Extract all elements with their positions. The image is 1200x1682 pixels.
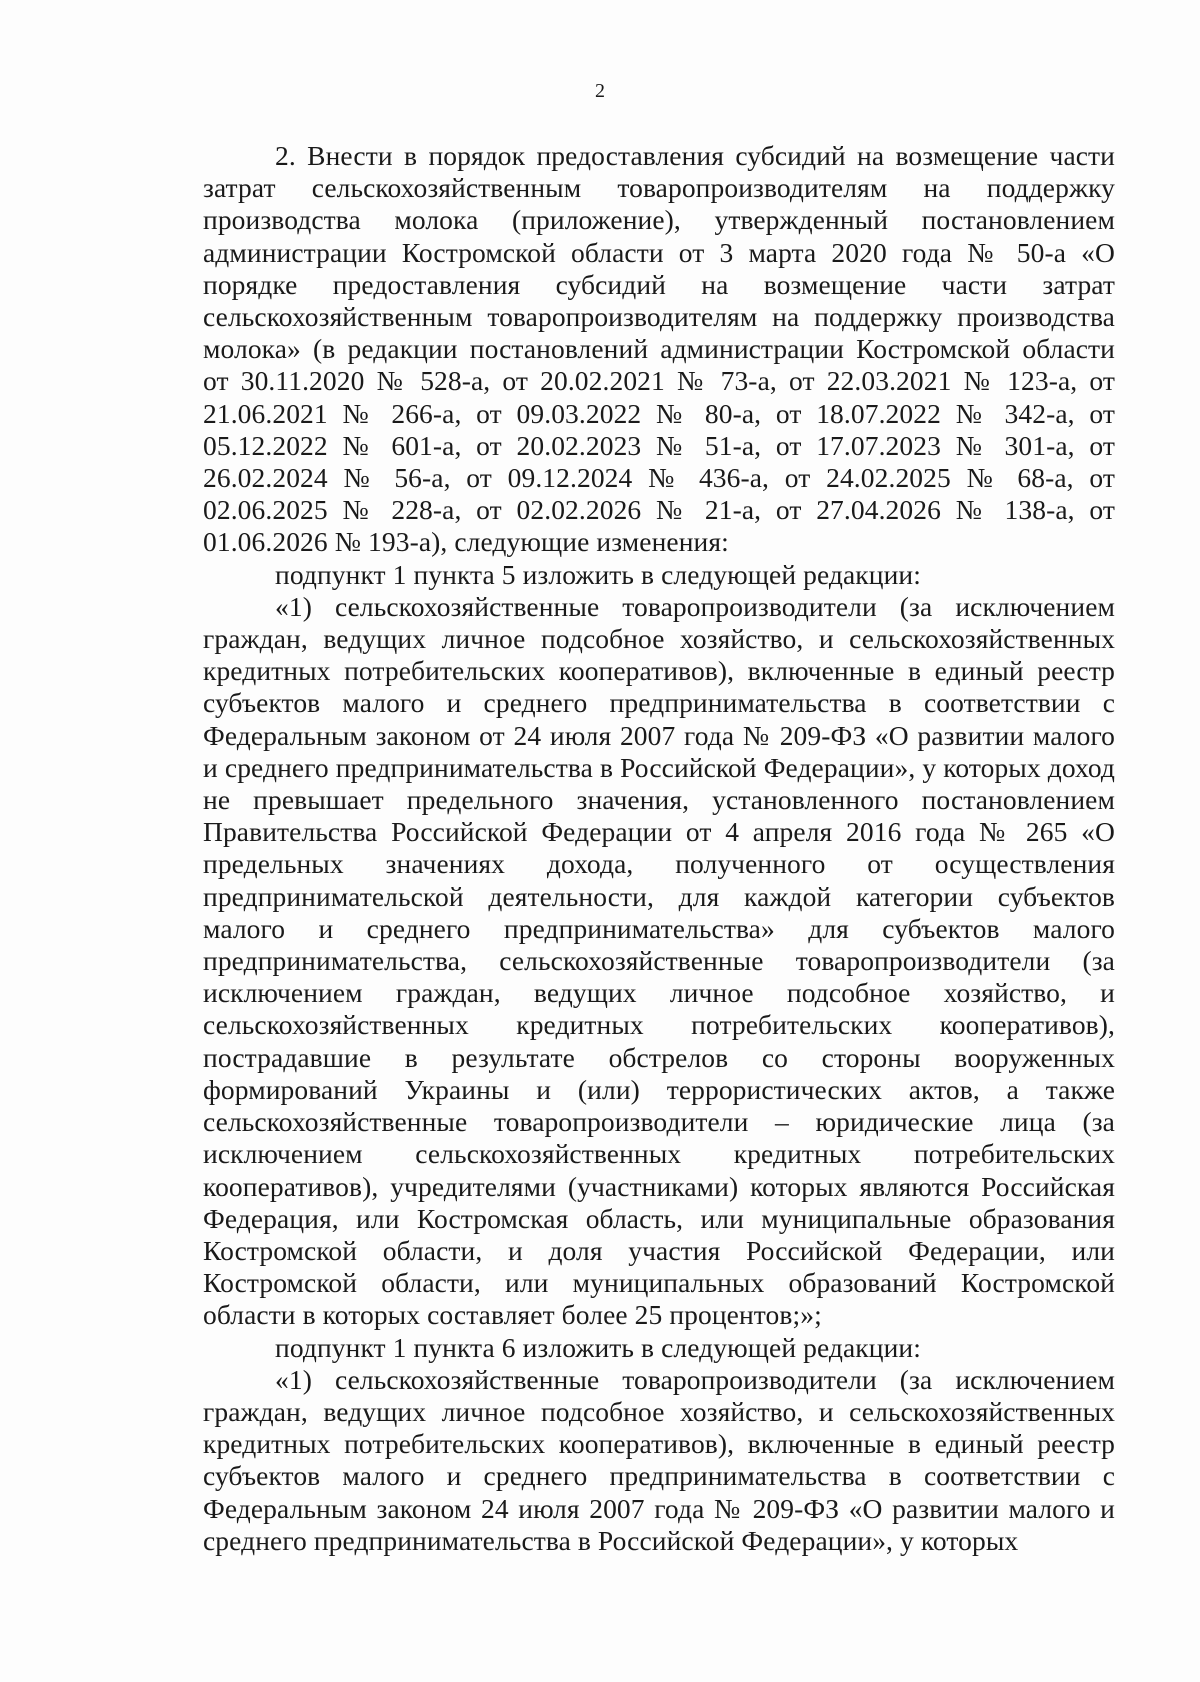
- paragraph-subitem-5-text: «1) сельскохозяйственные товаропроизводители (за исключением граждан, ведущих личное подсобное хозяйство, и сельскохозяйственных кредитных потребительских кооперативов), включенные в единый реестр субъектов малого и среднего предпринимательства в соответствии с Федеральным законом от 24 июля 2007 года № 209-ФЗ «О развитии малого и среднего предпринимательства в Российской Федерации», у которых доход не превышает предельного значения, установленного постановлением Правительства Российской Федерации от 4 апреля 2016 года № 265 «О предельных значениях дохода, полученного от осуществления предпринимательской деятельности, для каждой категории субъектов малого и среднего предпринимательства» для субъектов малого предпринимательства, сельскохозяйственные товаропроизводители (за исключением граждан, ведущих личное подсобное хозяйство, и сельскохозяйственных кредитных потребительских кооперативов), пострадавшие в результате обстрелов со стороны вооруженных формирований Украины и (или) террористических актов, а также сельскохозяйственные товаропроизводители – юридические лица (за исключением сельскохозяйственных кредитных потребительских кооперативов), учредителями (участниками) которых являются Российская Федерация, или Костромская область, или муниципальные образования Костромской области, и доля участия Российской Федерации, или Костромской области, или муниципальных образований Костромской области в которых составляет более 25 процентов;»;: [203, 590, 1115, 1331]
- document-body: [203, 140, 1115, 1557]
- paragraph-subitem-6-text: «1) сельскохозяйственные товаропроизводители (за исключением граждан, ведущих личное подсобное хозяйство, и сельскохозяйственных кредитных потребительских кооперативов), включенные в единый реестр субъектов малого и среднего предпринимательства в соответствии с Федеральным законом 24 июля 2007 года № 209-ФЗ «О развитии малого и среднего предпринимательства в Российской Федерации», у которых: [203, 1363, 1115, 1556]
- paragraph-subitem-6-heading: подпункт 1 пункта 6 изложить в следующей редакции:: [275, 1331, 921, 1363]
- paragraph-amendment-intro: 2. Внести в порядок предоставления субсидий на возмещение части затрат сельскохозяйственным товаропроизводителям на поддержку производства молока (приложение), утвержденный постановлением администрации Костромской области от 3 марта 2020 года № 50-а «О порядке предоставления субсидий на возмещение части затрат сельскохозяйственным товаропроизводителям на поддержку производства молока» (в редакции постановлений администрации Костромской области от 30.11.2020 № 528-а, от 20.02.2021 № 73-а, от 22.03.2021 № 123-а, от 21.06.2021 № 266-а, от 09.03.2022 № 80-а, от 18.07.2022 № 342-а, от 05.12.2022 № 601-а, от 20.02.2023 № 51-а, от 17.07.2023 № 301-а, от 26.02.2024 № 56-а, от 09.12.2024 № 436-а, от 24.02.2025 № 68-а, от 02.06.2025 № 228-а, от 02.02.2026 № 21-а, от 27.04.2026 № 138-а, от 01.06.2026 № 193-а), следующие изменения:: [203, 140, 1115, 558]
- page-number: 2: [595, 80, 605, 102]
- paragraph-subitem-5-heading: подпункт 1 пункта 5 изложить в следующей редакции:: [275, 558, 921, 590]
